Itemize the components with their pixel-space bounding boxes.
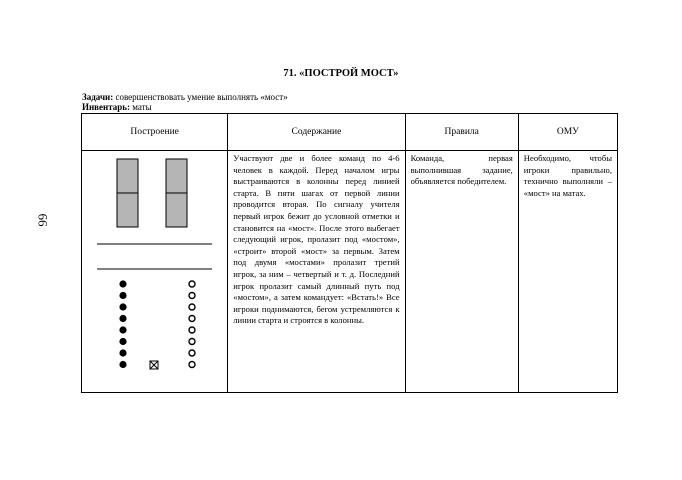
- player-filled-icon: [119, 280, 126, 287]
- player-hollow-icon: [189, 339, 195, 345]
- header-omu: ОМУ: [518, 114, 617, 151]
- player-hollow-icon: [189, 281, 195, 287]
- table-body-row: [82, 151, 618, 393]
- header-content: Содержание: [228, 114, 405, 151]
- teacher-marker-icon: [150, 361, 158, 369]
- player-filled-icon: [119, 326, 126, 333]
- player-filled-icon: [119, 303, 126, 310]
- player-hollow-icon: [189, 304, 195, 310]
- page-title: 71. «ПОСТРОЙ МОСТ»: [283, 68, 399, 79]
- header-construction: Построение: [82, 114, 228, 151]
- rules-cell: [405, 151, 518, 393]
- player-hollow-icon: [189, 316, 195, 322]
- mat-left: [117, 159, 138, 227]
- player-filled-icon: [119, 292, 126, 299]
- omu-cell: [518, 151, 617, 393]
- omu-text: Необходимо, чтобы игроки правильно, технично выполняли – «мост» на матах.: [523, 153, 612, 198]
- rules-text: Команда, первая выполнившая задание, объявляется победителем.: [410, 153, 513, 187]
- team-filled-column: [119, 280, 126, 368]
- page-number: 66: [35, 213, 51, 227]
- inventory-line: [82, 102, 152, 112]
- content-cell: [228, 151, 405, 393]
- team-hollow-column: [189, 281, 195, 368]
- diagram-cell: [82, 151, 228, 393]
- tasks-label: Задачи:: [82, 92, 114, 102]
- tasks-text: совершенствовать умение выполнять «мост»: [113, 92, 288, 102]
- header-rules: Правила: [405, 114, 518, 151]
- table-header-row: [82, 114, 618, 151]
- player-hollow-icon: [189, 293, 195, 299]
- player-hollow-icon: [189, 362, 195, 368]
- tasks-line: [82, 92, 288, 102]
- player-hollow-icon: [189, 327, 195, 333]
- game-table: [81, 113, 618, 393]
- inventory-label: Инвентарь:: [82, 102, 131, 112]
- player-filled-icon: [119, 361, 126, 368]
- player-filled-icon: [119, 349, 126, 356]
- player-hollow-icon: [189, 350, 195, 356]
- player-filled-icon: [119, 315, 126, 322]
- content-text: Участвуют две и более команд по 4-6 человек в каждой. Перед началом игры выстраиваются в колонны перед линией старта. В пяти шагах от первой линии проводится вторая. По сигналу учителя первый игрок бежит до условной отметки и становится на «мост». После этого выбегает следующий игрок, пролазит под «мостом», «строит» второй «мост» за первым. Затем под двумя «мостами» пролазит третий игрок, за ним – четвертый и т. д. Последний игрок пролазит самый длинный путь под «мостом», а затем командует: «Встать!» Все игроки поднимаются, бегом устремляются к линии старта и строятся в колонны.: [233, 153, 400, 326]
- mat-right: [166, 159, 187, 227]
- formation-diagram: [82, 151, 228, 395]
- inventory-text: маты: [130, 102, 152, 112]
- player-filled-icon: [119, 338, 126, 345]
